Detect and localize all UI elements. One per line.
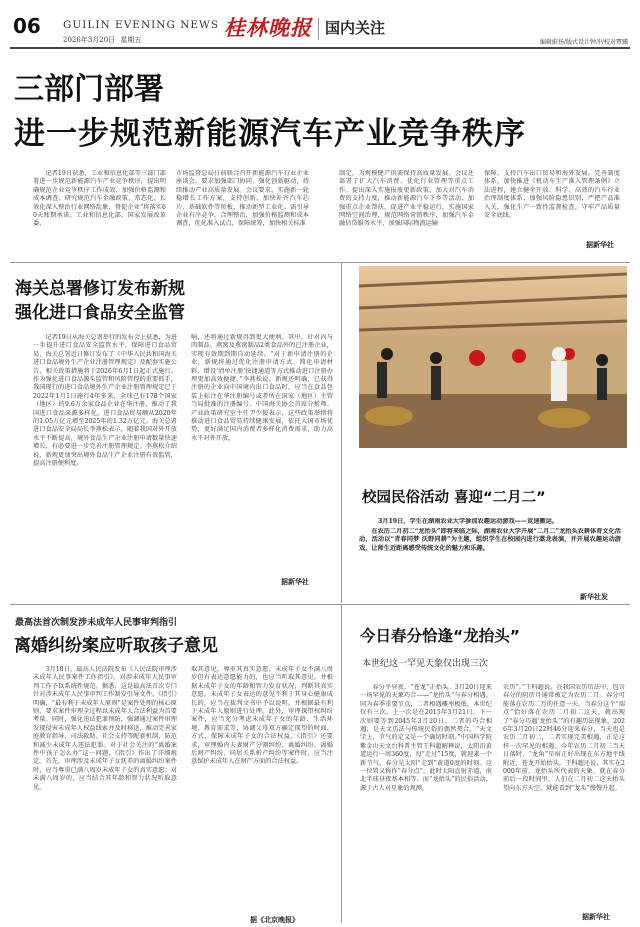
header bbox=[0, 0, 640, 50]
article1-credit: 据新华社 bbox=[586, 241, 614, 249]
article2-credit: 据新华社 bbox=[281, 578, 309, 586]
divider bbox=[341, 605, 342, 923]
article3-kicker: 最高法首次制发涉未成年人民事审判指引 bbox=[15, 618, 178, 628]
header-rule bbox=[10, 47, 630, 49]
article2-title-line2: 强化进口食品安全监管 bbox=[15, 303, 185, 323]
photo-illustration bbox=[359, 266, 627, 448]
article4-subtitle: 本世纪这一罕见天象仅出现三次 bbox=[362, 659, 489, 669]
divider bbox=[10, 262, 630, 263]
article1-title-line2: 进一步规范新能源汽车产业竞争秩序 bbox=[14, 116, 526, 152]
article3-credit: 据《北京晚报》 bbox=[250, 916, 299, 924]
divider bbox=[10, 604, 630, 605]
article1-column: 市场监督总局日前联合召开新能源汽车行业企业座谈会，要求加强部门协同，强化创新驱动，持续推动产业高质量发展。会议要求，实施新一轮稳增长工作方案，支持创新，加快补齐汽车芯片、基础软件等短板，推动新型工业化。需引导企业有序竞争，合理整治，加强价格监测和成本调查，优化准入试点，保障统筹，加快相关标准 bbox=[176, 170, 309, 228]
article4-credit: 据新华社 bbox=[582, 913, 610, 921]
article3-column: 3月18日，最高人民法院发布《人民法院审理涉未成年人民事案件工作指引》，对涉未成年人民事审判工作予以系统性规范。据悉，这是最高法首次专门针对涉未成年人民事审判工作制发引导文件。《指引》明确，“最有利于未成年人原则”是案件处理的核心原则，要求案件审理全过程以未成年人合法利益为首要考量。同时，强化违法犯罪预防，强调通过案件审理发现侵害未成年人权益线索并及时移送，推动完善家庭教育指导、司法救助、社会支持等配套机制，防范和减少未成年人违法犯罪。对于社会关注的“离婚案件中孩子怎么办”这一问题，《指引》作出了详细规定。首先，审理涉及未成年子女抚养的离婚纠纷案件时，应当尊重已满八周岁未成年子女的真实意愿；对未满八周岁的，应当结合其年龄和智力状况听取意见。 bbox=[33, 666, 177, 791]
article2-column: 响，还将通过新规得到更大便利。其中，针对内与肉制品、燕窝及燕窝制品2类食品外的已注册企业，实现有效期到期自动延续。“对于新申请注册的企业，新规将通过优化注册申请方式、简化申请材料、增设‘清单注册’快捷通道等方式推动进口注册办理更加高效便捷。”李燕松说。新规还明确，已获得注册的企业向中国境内出口食品时，应当在食品包装上标注在华注册编号或者所在国家（地区）主管当局批准的注册编号。中国海关协会首席分析师、产业政策研究室主任尹少俊表示，这些政策举措将推动进口食品贸易持续健康发展，依托大国市场优势，更好满足国内消费者多样化消费需求，助力高水平对外开放。 bbox=[191, 334, 333, 442]
issue-weekday: 星期五 bbox=[120, 36, 142, 44]
divider bbox=[341, 263, 342, 603]
article3-column: 取其意见，尊重其真实意愿。未成年子女不满八周岁但有表达意愿能力的，也应当听取其意见。并根据未成年子女的年龄和智力发育状况，判断其真实意愿。未成年子女表达的意见不利于其身心健康成长的，应当在裁判文书中予以说明。并根据最有利于未成年人原则进行处理。此外，审理探望权纠纷案件，应当充分考虑未成年子女的年龄、生活环境、教育需求等，协调父母双方确定探望的时间、方式，保障未成年子女的合法权益。《指引》还要求，审理婚内夫妻财产分割纠纷、离婚纠纷、离婚后财产纠纷、同居关系析产纠纷等案件时，应当注意保护未成年人在财产方面的合法权益。 bbox=[191, 666, 333, 766]
page-number: 06 bbox=[13, 14, 41, 38]
article4-title: 今日春分恰逢“龙抬头” bbox=[360, 627, 520, 645]
festival-photo bbox=[359, 266, 627, 448]
article4-column: 农历”。”王科超说。在我国农历历法中，包含春分的阴历月通常被定为农历二月。春分可能落在农历二月的任意一天。当春分这个“端点”恰好落在农历二月初二这天，就出现了“春分巧遇‘龙抬头’”的有趣历法现象。2026年3月20日22时46分迎来春分，当天也是农历二月初二，二者实现完美相遇，正是这样一次罕见的相遇。今年农历二月初二当天日落时，“龙角”星宿正好出现在东方地平线附近，苍龙开始抬头。王科超还说，其实在2000年前，龙抬头所代表的天象，就在春分前后一段时间里，人们在二月初二这天抬头望向东方天空，就能看到“龙头”慢慢升起。 bbox=[503, 684, 625, 792]
photo-story-title: 校园民俗活动 喜迎“二月二” bbox=[362, 490, 546, 506]
section-divider bbox=[318, 18, 319, 40]
article2-column: 记者19日从海关总署举行的发布会上获悉，为进一步提升进口食品安全监管水平，保障进口食品贸易，海关总署近日修订发布了《中华人民共和国海关进口食品境外生产企业注册管理规定》及配套实施公告，相关政策措施将于2026年6月1日起正式施行。作为强化进口食品源头监管和风险管控的重要抓手，我国现行的进口食品境外生产企业注册管理规定已于2022年1月1日施行4年多来，全球已有178个国家（地区）的9.6万余家食品企业在华注册，推动了我国进口食品来源多样化，进口食品贸易额从2020年的1.05万亿元增至2025年的1.32万亿元。海关总署进口食品安全局局长李燕松表示，随着我国对外开放水平不断提高，境外食品生产企业注册申请数量快速增长，有必要进一步完善注册管理规定。李燕松介绍说，新规更加突出境外食品生产企业注册有效监管，提高注册便利度。 bbox=[33, 334, 177, 468]
article1-column: 制定，为规模健产供需保持高质量发展。会议还部署了扩大汽车消费、优化行业管理等重点工作。提出深入实施报废更新政策，加大对汽车消费的支持力度，推动新能源汽车下乡等活动，加强重点企业帮扶，促进产业平稳运行，实施国家网络空间治理，规范网络营销秩序，加强汽车金融信贷服务水平，加强国际物流运输 bbox=[339, 170, 474, 228]
photo-story-lead: 3月19日，学生在湖南农业大学参加农趣运动游戏——竞速搬运。 bbox=[378, 518, 558, 525]
article4-column: 春分平昼夜，“苍龙”正抬头。3月20日迎来一场罕见的天象巧合——“龙抬头”与春分相遇。同为春季重要节点，二者相遇概率极低，本世纪仅有三次。上一次是在2015年3月21日，下一次则要等到2045年3月20日。二者的巧合相遇，是天文历法与传统民俗的偶然契合。“天文学上，节气的定义是一个确切时刻。”中国科学院紫金山天文台科普主管王科超解释说，太阳沿黄道运行一周360度，每“走过”15度，就迎来一个新节气。春分是太阳“走到”黄道0度的时刻。这一位置又称作“春分点”，此时太阳直射赤道，南北半球昼夜基本相等。而“龙抬头”的民俗活动，源于古人对星象的观测。 bbox=[360, 684, 492, 792]
paper-english-name: GUILIN EVENING NEWS bbox=[63, 19, 220, 31]
newspaper-logo: 桂林晚报 bbox=[224, 15, 312, 40]
photo-story-credit: 新华社发 bbox=[580, 593, 608, 601]
article1-column: 保障，支持汽车出口贸易和海外发展。完善制度体系，加快推进《机动车生产准入管理条例》立法进程，建立健全开放、科学、高效的汽车行业治理制度体系；加强风险隐患识别，严把产品准入关，强化生产一致性监督检查，守牢产品质量安全底线。 bbox=[484, 170, 620, 220]
photo-story-body: 在农历二月初二“龙抬头”即将来临之际，湖南农业大学开展“二月二”龙抬头农耕体育文化活动，活动以“青春同梦 沃野同耕”为主题，组织学生在校园内进行蒸龙表演，并开展农趣运动游戏，让师生近距离感受传统文化的魅力和乐趣。 bbox=[359, 528, 621, 552]
issue-date: 2026年3月20日 bbox=[63, 36, 116, 44]
article1-column: 记者19日获悉，工业和信息化部等三部门部署进一步规范新能源汽车产业竞争秩序，提出明确规范企业竞争秩序工作成效、加强价格监测和成本调查，研究规范汽车金融政策，常态化、长效化深入整治行业网络乱象，督促企业“将落实60天账期承诺。工业和信息化部、国家发展改革委、 bbox=[33, 170, 166, 228]
section-name: 国内关注 bbox=[325, 19, 386, 37]
article1-title-line1: 三部门部署 bbox=[14, 72, 164, 107]
editor-credits: 编辑蔚扬/版式设计钟冲/校对覃骥 bbox=[539, 39, 628, 46]
article2-title-line1: 海关总署修订发布新规 bbox=[15, 279, 185, 299]
article3-title: 离婚纠纷案应听取孩子意见 bbox=[14, 636, 218, 656]
